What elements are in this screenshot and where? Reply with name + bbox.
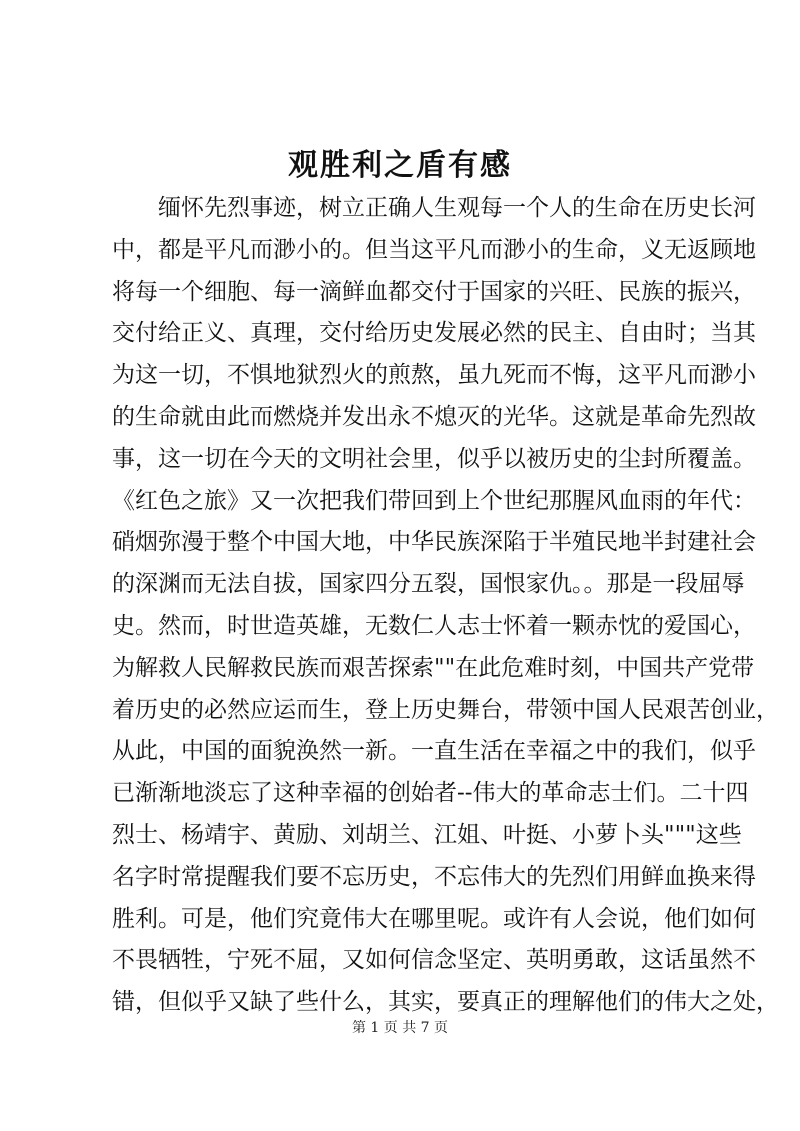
text-line: 为这一切，不惧地狱烈火的煎熬，虽九死而不悔，这平凡而渺小: [112, 362, 756, 389]
text-line: 的深渊而无法自拔，国家四分五裂，国恨家仇。。那是一段屈辱: [112, 571, 745, 598]
text-line: 中，都是平凡而渺小的。但当这平凡而渺小的生命，义无返顾地: [112, 236, 756, 263]
text-line: 名字时常提醒我们要不忘历史，不忘伟大的先烈们用鲜血换来得: [112, 863, 756, 890]
text-line: 错，但似乎又缺了些什么，其实，要真正的理解他们的伟大之处，: [112, 989, 779, 1016]
text-line: 硝烟弥漫于整个中国大地，中华民族深陷于半殖民地半封建社会: [112, 529, 756, 556]
text-line: 胜利。可是，他们究竟伟大在哪里呢。或许有人会说，他们如何: [112, 905, 756, 932]
text-line: 着历史的必然应运而生，登上历史舞台，带领中国人民艰苦创业，: [112, 696, 779, 723]
text-line: 事，这一切在今天的文明社会里，似乎以被历史的尘封所覆盖。: [112, 445, 756, 472]
text-line: 烈士、杨靖宇、黄励、刘胡兰、江姐、叶挺、小萝卜头"""这些: [112, 821, 742, 848]
text-line: 缅怀先烈事迹，树立正确人生观每一个人的生命在历史长河: [158, 195, 756, 221]
text-line: 已渐渐地淡忘了这种幸福的创始者--伟大的革命志士们。二十四: [112, 780, 749, 807]
text-line: 史。然而，时世造英雄，无数仁人志士怀着一颗赤忱的爱国心，: [112, 612, 756, 639]
text-line: 将每一个细胞、每一滴鲜血都交付于国家的兴旺、民族的振兴，: [112, 278, 756, 305]
text-line: 的生命就由此而燃烧并发出永不熄灭的光华。这就是革命先烈故: [112, 403, 756, 430]
body-text: [112, 188, 779, 1024]
text-line: 交付给正义、真理，交付给历史发展必然的民主、自由时；当其: [112, 320, 756, 347]
page-footer: 第 1 页 共 7 页: [351, 1020, 449, 1036]
text-line: 为解救人民解救民族而艰苦探索""在此危难时刻，中国共产党带: [112, 654, 755, 681]
page-title: 观胜利之盾有感: [288, 148, 512, 183]
text-line: 《红色之旅》又一次把我们带回到上个世纪那腥风血雨的年代：: [112, 487, 756, 514]
text-line: 不畏牺牲，宁死不屈，又如何信念坚定、英明勇敢，这话虽然不: [112, 947, 756, 974]
text-line: 从此，中国的面貌涣然一新。一直生活在幸福之中的我们，似乎: [112, 738, 756, 765]
